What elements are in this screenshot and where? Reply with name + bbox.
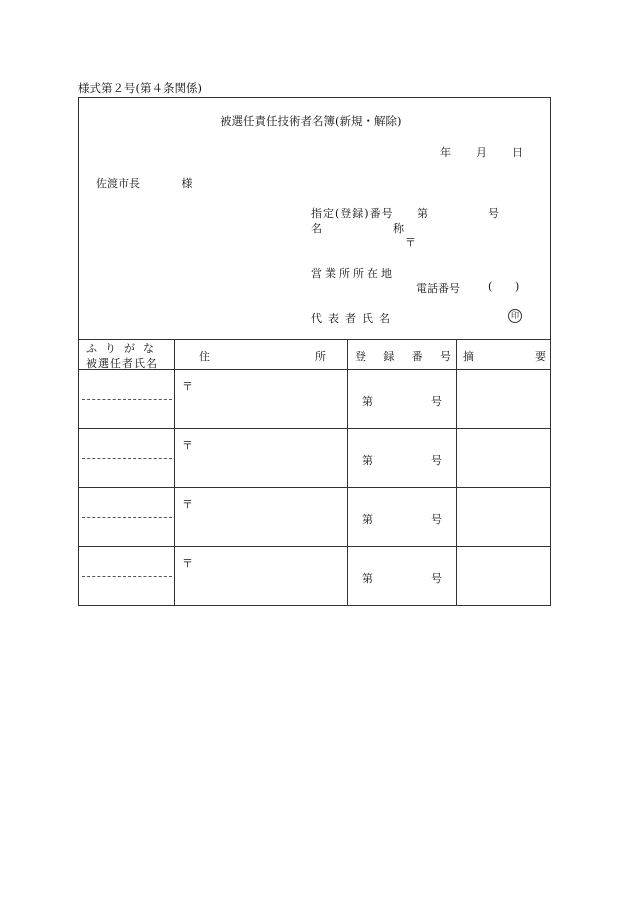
- furigana-divider: [82, 517, 172, 518]
- rep-label: 代表者氏名: [311, 312, 396, 325]
- row-reg-prefix: 第: [362, 395, 373, 408]
- office-label: 営業所所在地: [311, 267, 395, 280]
- row-reg-suffix: 号: [431, 454, 442, 467]
- phone-label: 電話番号: [416, 282, 460, 295]
- designation-prefix: 第: [417, 207, 428, 220]
- phone-close: ): [515, 280, 520, 293]
- row-postal-mark: 〒: [182, 498, 193, 511]
- row-postal-mark: 〒: [182, 439, 193, 452]
- row-reg-prefix: 第: [362, 513, 373, 526]
- designation-suffix: 号: [488, 207, 499, 220]
- row-rule-1: [78, 428, 551, 429]
- addressee: [96, 175, 193, 191]
- row-reg-suffix: 号: [431, 395, 442, 408]
- header-reg-char: 番: [411, 350, 423, 363]
- header-furigana: ふりがな: [86, 342, 162, 355]
- header-name: 被選任者氏名: [86, 357, 158, 370]
- seal-stamp: 印: [508, 309, 522, 323]
- header-reg-char: 登: [355, 350, 366, 363]
- phone-open: (: [488, 280, 493, 293]
- row-reg-prefix: 第: [362, 454, 373, 467]
- day-label: 日: [512, 146, 523, 159]
- col-rule-3: [456, 339, 457, 606]
- header-reg-char: 号: [439, 350, 451, 363]
- header-address-1: 住: [199, 350, 210, 363]
- form-title: 被選任責任技術者名簿(新規・解除): [220, 114, 402, 128]
- designation-label: 指定(登録)番号: [311, 207, 394, 220]
- name-label-2: 称: [393, 222, 404, 235]
- row-reg-prefix: 第: [362, 572, 373, 585]
- header-reg-no: [355, 348, 451, 364]
- postal-mark-applicant: 〒: [405, 236, 416, 249]
- col-rule-2: [347, 339, 348, 606]
- name-label-1: 名: [311, 222, 322, 235]
- row-reg-suffix: 号: [431, 572, 442, 585]
- row-rule-2: [78, 487, 551, 488]
- header-address-2: 所: [315, 350, 326, 363]
- header-reg-char: 録: [383, 350, 395, 363]
- seal-mark: [508, 308, 522, 323]
- month-label: 月: [476, 146, 487, 159]
- row-rule-3: [78, 546, 551, 547]
- header-remarks-2: 要: [535, 350, 546, 363]
- furigana-divider: [82, 576, 172, 577]
- addressee-honorific: 様: [181, 177, 193, 190]
- row-postal-mark: 〒: [182, 557, 193, 570]
- row-postal-mark: 〒: [182, 380, 193, 393]
- date-line: [440, 144, 523, 160]
- furigana-divider: [82, 399, 172, 400]
- form-number: 様式第２号(第４条関係): [78, 81, 202, 95]
- row-reg-suffix: 号: [431, 513, 442, 526]
- col-rule-1: [174, 339, 175, 606]
- year-label: 年: [440, 146, 451, 159]
- header-remarks-1: 摘: [463, 350, 474, 363]
- addressee-name: 佐渡市長: [96, 177, 140, 190]
- furigana-divider: [82, 458, 172, 459]
